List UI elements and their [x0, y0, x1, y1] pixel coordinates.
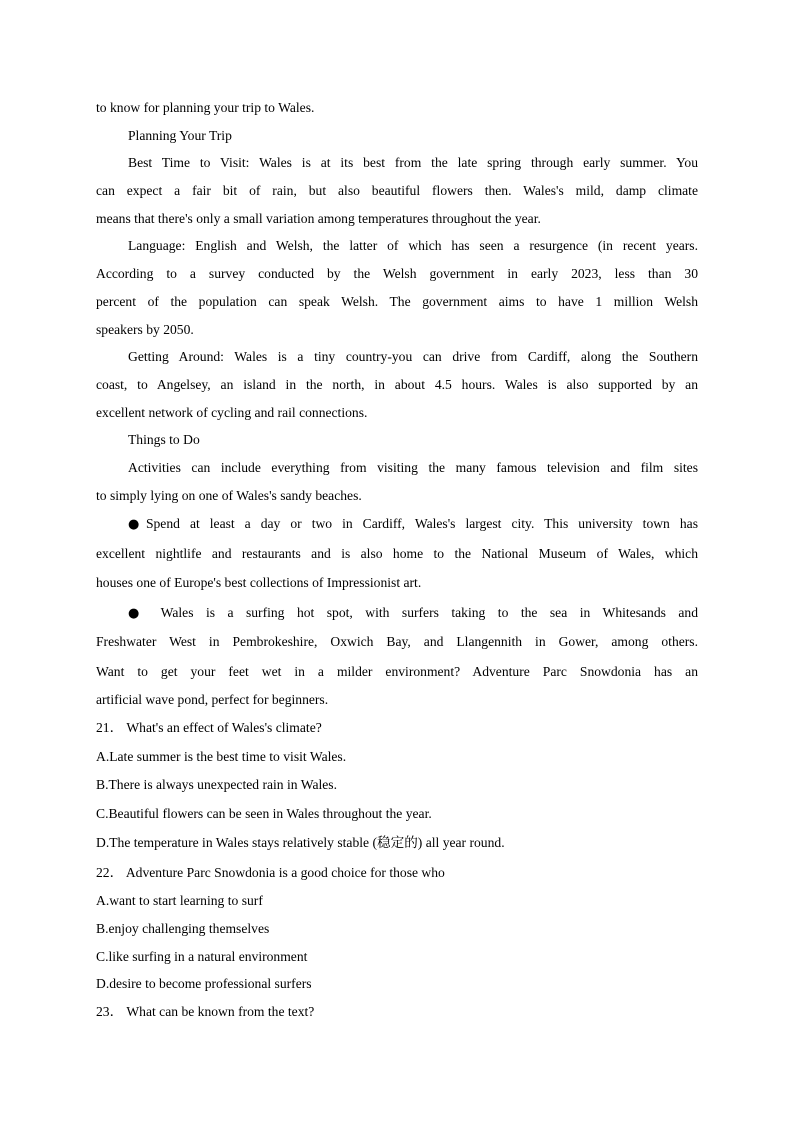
paragraph-line: Getting Around: Wales is a tiny country-you can drive from Cardiff, along the Southern: [128, 349, 698, 365]
bullet-surfing: [96, 598, 698, 714]
paragraph-line: Activities can include everything from visiting the many famous television and film sites: [128, 459, 698, 475]
paragraph-line: houses one of Europe's best collections of Impressionist art.: [96, 575, 422, 591]
bullet-dot-icon: ●: [128, 517, 146, 533]
answer-option-b: B.enjoy challenging themselves: [96, 921, 270, 937]
paragraph-line: means that there's only a small variation among temperatures throughout the year.: [96, 210, 541, 226]
paragraph-line: [96, 509, 698, 539]
paragraph-best-time: [96, 149, 698, 232]
paragraph-line: excellent nightlife and restaurants and is also home to the National Museum of Wales, which: [96, 545, 698, 561]
document-page: [96, 94, 698, 1026]
paragraph-line: to simply lying on one of Wales's sandy beaches.: [96, 487, 362, 503]
question-stem: 23． What can be known from the text?: [96, 1004, 315, 1020]
paragraph-line: coast, to Angelsey, an island in the north, in about 4.5 hours. Wales is also supported by an: [96, 376, 698, 392]
question-21: [96, 714, 698, 858]
question-stem: 21． What's an effect of Wales's climate?: [96, 720, 322, 735]
bullet-text: Wales is a surfing hot spot, with surfers taking to the sea in Whitesands and: [148, 604, 698, 620]
answer-option-a: A.want to start learning to surf: [96, 893, 263, 909]
paragraph-line: speakers by 2050.: [96, 321, 194, 337]
question-22: [96, 858, 698, 998]
answer-option-d: D.desire to become professional surfers: [96, 976, 312, 992]
question-stem: 22． Adventure Parc Snowdonia is a good choice for those who: [96, 864, 445, 880]
question-23: [96, 998, 698, 1026]
paragraph-line: excellent network of cycling and rail connections.: [96, 404, 368, 420]
paragraph-line: percent of the population can speak Welsh. The government aims to have 1 million Welsh: [96, 293, 698, 309]
paragraph-language: [96, 232, 698, 343]
answer-option-c: C.like surfing in a natural environment: [96, 948, 308, 964]
paragraph-line: Freshwater West in Pembrokeshire, Oxwich Bay, and Llangennith in Gower, among others.: [96, 634, 698, 650]
paragraph-line: artificial wave pond, perfect for beginners.: [96, 692, 329, 708]
answer-option-d: D.The temperature in Wales stays relatively stable (稳定的) all year round.: [96, 835, 505, 851]
bullet-dot-icon: ●: [128, 605, 149, 621]
paragraph-line: can expect a fair bit of rain, but also beautiful flowers then. Wales's mild, damp climate: [96, 183, 698, 199]
paragraph-line: Language: English and Welsh, the latter of which has seen a resurgence (in recent years.: [128, 238, 698, 254]
paragraph-getting-around: [96, 343, 698, 426]
paragraph-line: [96, 598, 698, 628]
section-heading-planning: Planning Your Trip: [128, 127, 232, 143]
answer-option-a: A.Late summer is the best time to visit Wales.: [96, 748, 347, 764]
section-heading-things: Things to Do: [128, 432, 200, 448]
paragraph-line: Want to get your feet wet in a milder environment? Adventure Parc Snowdonia has an: [96, 663, 698, 679]
answer-option-b: B.There is always unexpected rain in Wales.: [96, 777, 337, 793]
answer-option-c: C.Beautiful flowers can be seen in Wales throughout the year.: [96, 805, 432, 821]
bullet-cardiff: [96, 509, 698, 598]
paragraph-line: According to a survey conducted by the Welsh government in early 2023, less than 30: [96, 266, 698, 282]
intro-tail: to know for planning your trip to Wales.: [96, 100, 315, 115]
paragraph-activities: [96, 454, 698, 509]
paragraph-line: Best Time to Visit: Wales is at its best from the late spring through early summer. You: [128, 155, 698, 171]
bullet-text: Spend at least a day or two in Cardiff, Wales's largest city. This university town has: [145, 516, 698, 532]
